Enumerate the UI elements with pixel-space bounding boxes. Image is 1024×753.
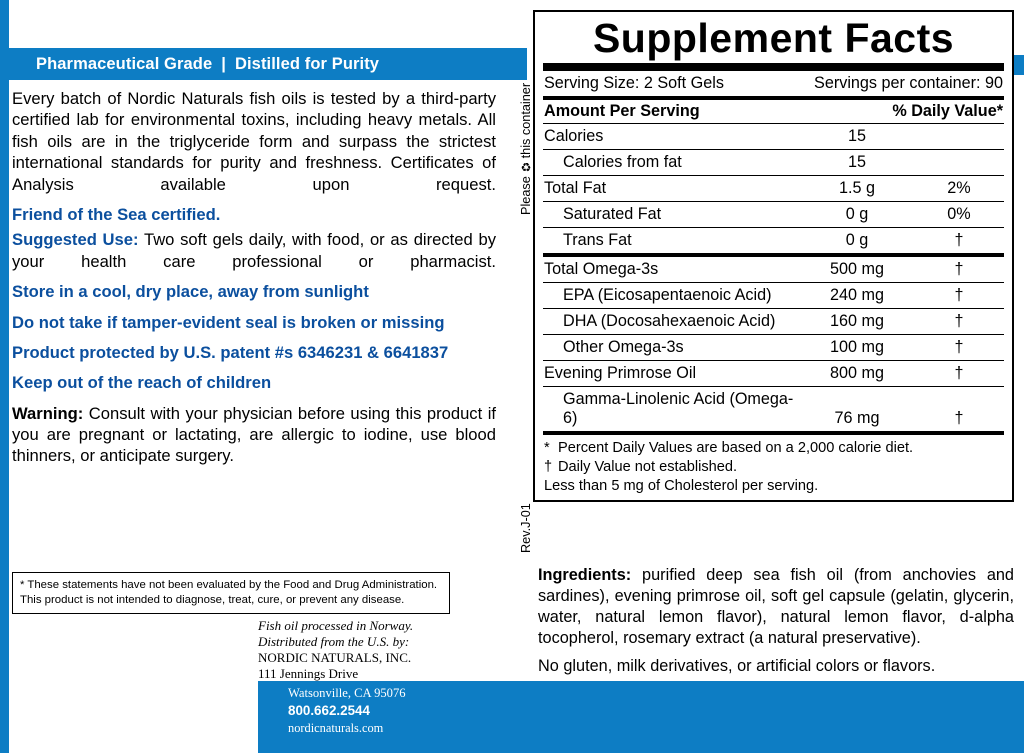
amount-per-serving-header: Amount Per Serving <box>544 102 700 121</box>
company-address-block <box>258 618 508 681</box>
intro-paragraph: Every batch of Nordic Naturals fish oils is tested by a third-party certified lab for environmental toxins, including heavy metals. All fish oils are in the triglyceride form and surpass the strictest international standards for purity and freshness. Certificates of Analysis available upon request. <box>12 89 496 194</box>
fda-disclaimer-box <box>12 572 450 614</box>
table-row <box>543 335 1004 361</box>
table-row <box>543 255 1004 283</box>
nutrient-dv: † <box>914 228 1004 256</box>
please-recycle-vertical-text <box>519 83 533 215</box>
nutrient-dv: 0% <box>914 202 1004 228</box>
nutrient-dv: † <box>914 283 1004 309</box>
footnote-text: Percent Daily Values are based on a 2,000 calorie diet. <box>558 440 914 457</box>
suggested-use-paragraph <box>12 229 496 272</box>
footnote-symbol: * <box>544 440 550 457</box>
company-website[interactable]: nordicnaturals.com <box>288 720 384 735</box>
nutrient-amount: 0 g <box>800 202 914 228</box>
fda-disclaimer-line-1: * These statements have not been evaluated by the Food and Drug Administration. <box>20 579 438 591</box>
nutrient-dv: 2% <box>914 176 1004 202</box>
nutrient-amount: 800 mg <box>800 361 914 387</box>
table-row <box>543 202 1004 228</box>
nutrient-name: Trans Fat <box>543 228 800 256</box>
supplement-facts-panel <box>533 10 1014 502</box>
table-row <box>543 361 1004 387</box>
fda-disclaimer-line-2: This product is not intended to diagnose, treat, cure, or prevent any disease. <box>20 593 405 606</box>
suggested-use-label: Suggested Use: <box>12 230 139 250</box>
daily-value-header: % Daily Value* <box>892 102 1003 121</box>
nutrient-name: EPA (Eicosapentaenoic Acid) <box>543 283 800 309</box>
nutrient-dv: † <box>914 387 1004 434</box>
table-row <box>543 309 1004 335</box>
nutrient-amount: 15 <box>800 124 914 150</box>
nutrient-amount: 0 g <box>800 228 914 256</box>
processed-in-line: Fish oil processed in Norway. <box>258 618 414 633</box>
banner-left-text: Pharmaceutical Grade <box>36 54 213 73</box>
nutrient-dv <box>914 124 1004 150</box>
nutrient-amount: 500 mg <box>800 255 914 283</box>
table-row <box>543 283 1004 309</box>
ingredients-label: Ingredients: <box>538 566 632 584</box>
nutrient-amount: 15 <box>800 150 914 176</box>
allergen-statement: No gluten, milk derivatives, or artificial colors or flavors. <box>538 657 936 676</box>
nutrient-name: DHA (Docosahexaenoic Acid) <box>543 309 800 335</box>
warning-label: Warning: <box>12 403 84 423</box>
footnote-row <box>544 439 1003 458</box>
warning-text: Consult with your physician before using this product if you are pregnant or lactating, are allergic to iodine, use blood thinners, or anticipate surgery. <box>12 403 496 466</box>
suggested-use-text: Two soft gels daily, with food, or as directed by your health care professional or pharmacist. <box>12 230 496 271</box>
nutrient-amount: 240 mg <box>800 283 914 309</box>
nutrient-dv: † <box>914 361 1004 387</box>
servings-per-container: Servings per container: 90 <box>814 74 1003 93</box>
tamper-line: Do not take if tamper-evident seal is broken or missing <box>12 312 445 332</box>
top-banner <box>9 48 527 80</box>
nutrient-name: Evening Primrose Oil <box>543 361 800 387</box>
nutrient-name: Total Fat <box>543 176 800 202</box>
footnote-text: Daily Value not established. <box>558 459 738 476</box>
right-edge-accent-bar <box>1014 55 1024 75</box>
nutrient-amount: 1.5 g <box>800 176 914 202</box>
footnote-symbol: † <box>544 459 553 476</box>
friend-of-the-sea-line: Friend of the Sea certified. <box>12 204 221 224</box>
table-row <box>543 228 1004 256</box>
recycle-icon: ♻ <box>520 160 532 175</box>
patent-line: Product protected by U.S. patent #s 6346231 & 6641837 <box>12 342 449 362</box>
nutrient-name: Other Omega-3s <box>543 335 800 361</box>
nutrient-dv <box>914 150 1004 176</box>
supplement-facts-title: Supplement Facts <box>592 15 955 61</box>
cholesterol-note: Less than 5 mg of Cholesterol per serving. <box>544 477 819 494</box>
company-name: NORDIC NATURALS, INC. <box>258 649 412 665</box>
nutrient-amount: 160 mg <box>800 309 914 335</box>
bottom-contact-bar <box>258 681 1024 753</box>
ingredients-text: purified deep sea fish oil (from anchovies and sardines), evening primrose oil, soft gel capsule (gelatin, glycerin, water, natural lemon flavor), natural lemon flavor, d-alpha tocopherol, rosemary extract (a natural preservative). <box>538 566 1014 647</box>
company-phone[interactable]: 800.662.2544 <box>288 702 370 718</box>
nutrient-name: Total Omega-3s <box>543 255 800 283</box>
table-row <box>543 124 1004 150</box>
nutrient-name: Gamma-Linolenic Acid (Omega-6) <box>543 387 800 434</box>
nutrient-dv: † <box>914 309 1004 335</box>
nutrition-table <box>543 124 1004 435</box>
store-line: Store in a cool, dry place, away from sunlight <box>12 282 369 302</box>
please-recycle-label: Please ♻ this container <box>519 82 533 215</box>
serving-size: Serving Size: 2 Soft Gels <box>544 74 724 93</box>
title-rule <box>543 63 1004 71</box>
warning-paragraph <box>12 403 496 467</box>
table-row <box>543 176 1004 202</box>
serving-info-row <box>543 71 1004 96</box>
ingredients-paragraph <box>538 565 1014 648</box>
nutrient-name: Saturated Fat <box>543 202 800 228</box>
left-information-column <box>12 88 496 476</box>
nutrient-name: Calories <box>543 124 800 150</box>
nutrient-name: Calories from fat <box>543 150 800 176</box>
nutrient-amount: 76 mg <box>800 387 914 434</box>
keep-out-of-reach-line: Keep out of the reach of children <box>12 373 272 393</box>
nutrient-amount: 100 mg <box>800 335 914 361</box>
nutrient-dv: † <box>914 255 1004 283</box>
ingredients-block <box>538 565 1014 677</box>
company-street: 111 Jennings Drive <box>258 665 359 681</box>
banner-separator: | <box>221 54 226 73</box>
nutrient-dv: † <box>914 335 1004 361</box>
table-row <box>543 150 1004 176</box>
distributed-by-line: Distributed from the U.S. by: <box>258 633 410 649</box>
left-edge-accent-bar <box>0 0 9 753</box>
table-row <box>543 387 1004 434</box>
footnote-row <box>544 458 1003 477</box>
company-city-state-zip: Watsonville, CA 95076 <box>288 686 406 700</box>
revision-vertical-text: Rev.J-01 <box>519 503 533 553</box>
banner-right-text: Distilled for Purity <box>234 54 380 73</box>
amount-per-serving-header-row <box>543 100 1004 123</box>
supplement-facts-footnotes <box>543 435 1004 496</box>
